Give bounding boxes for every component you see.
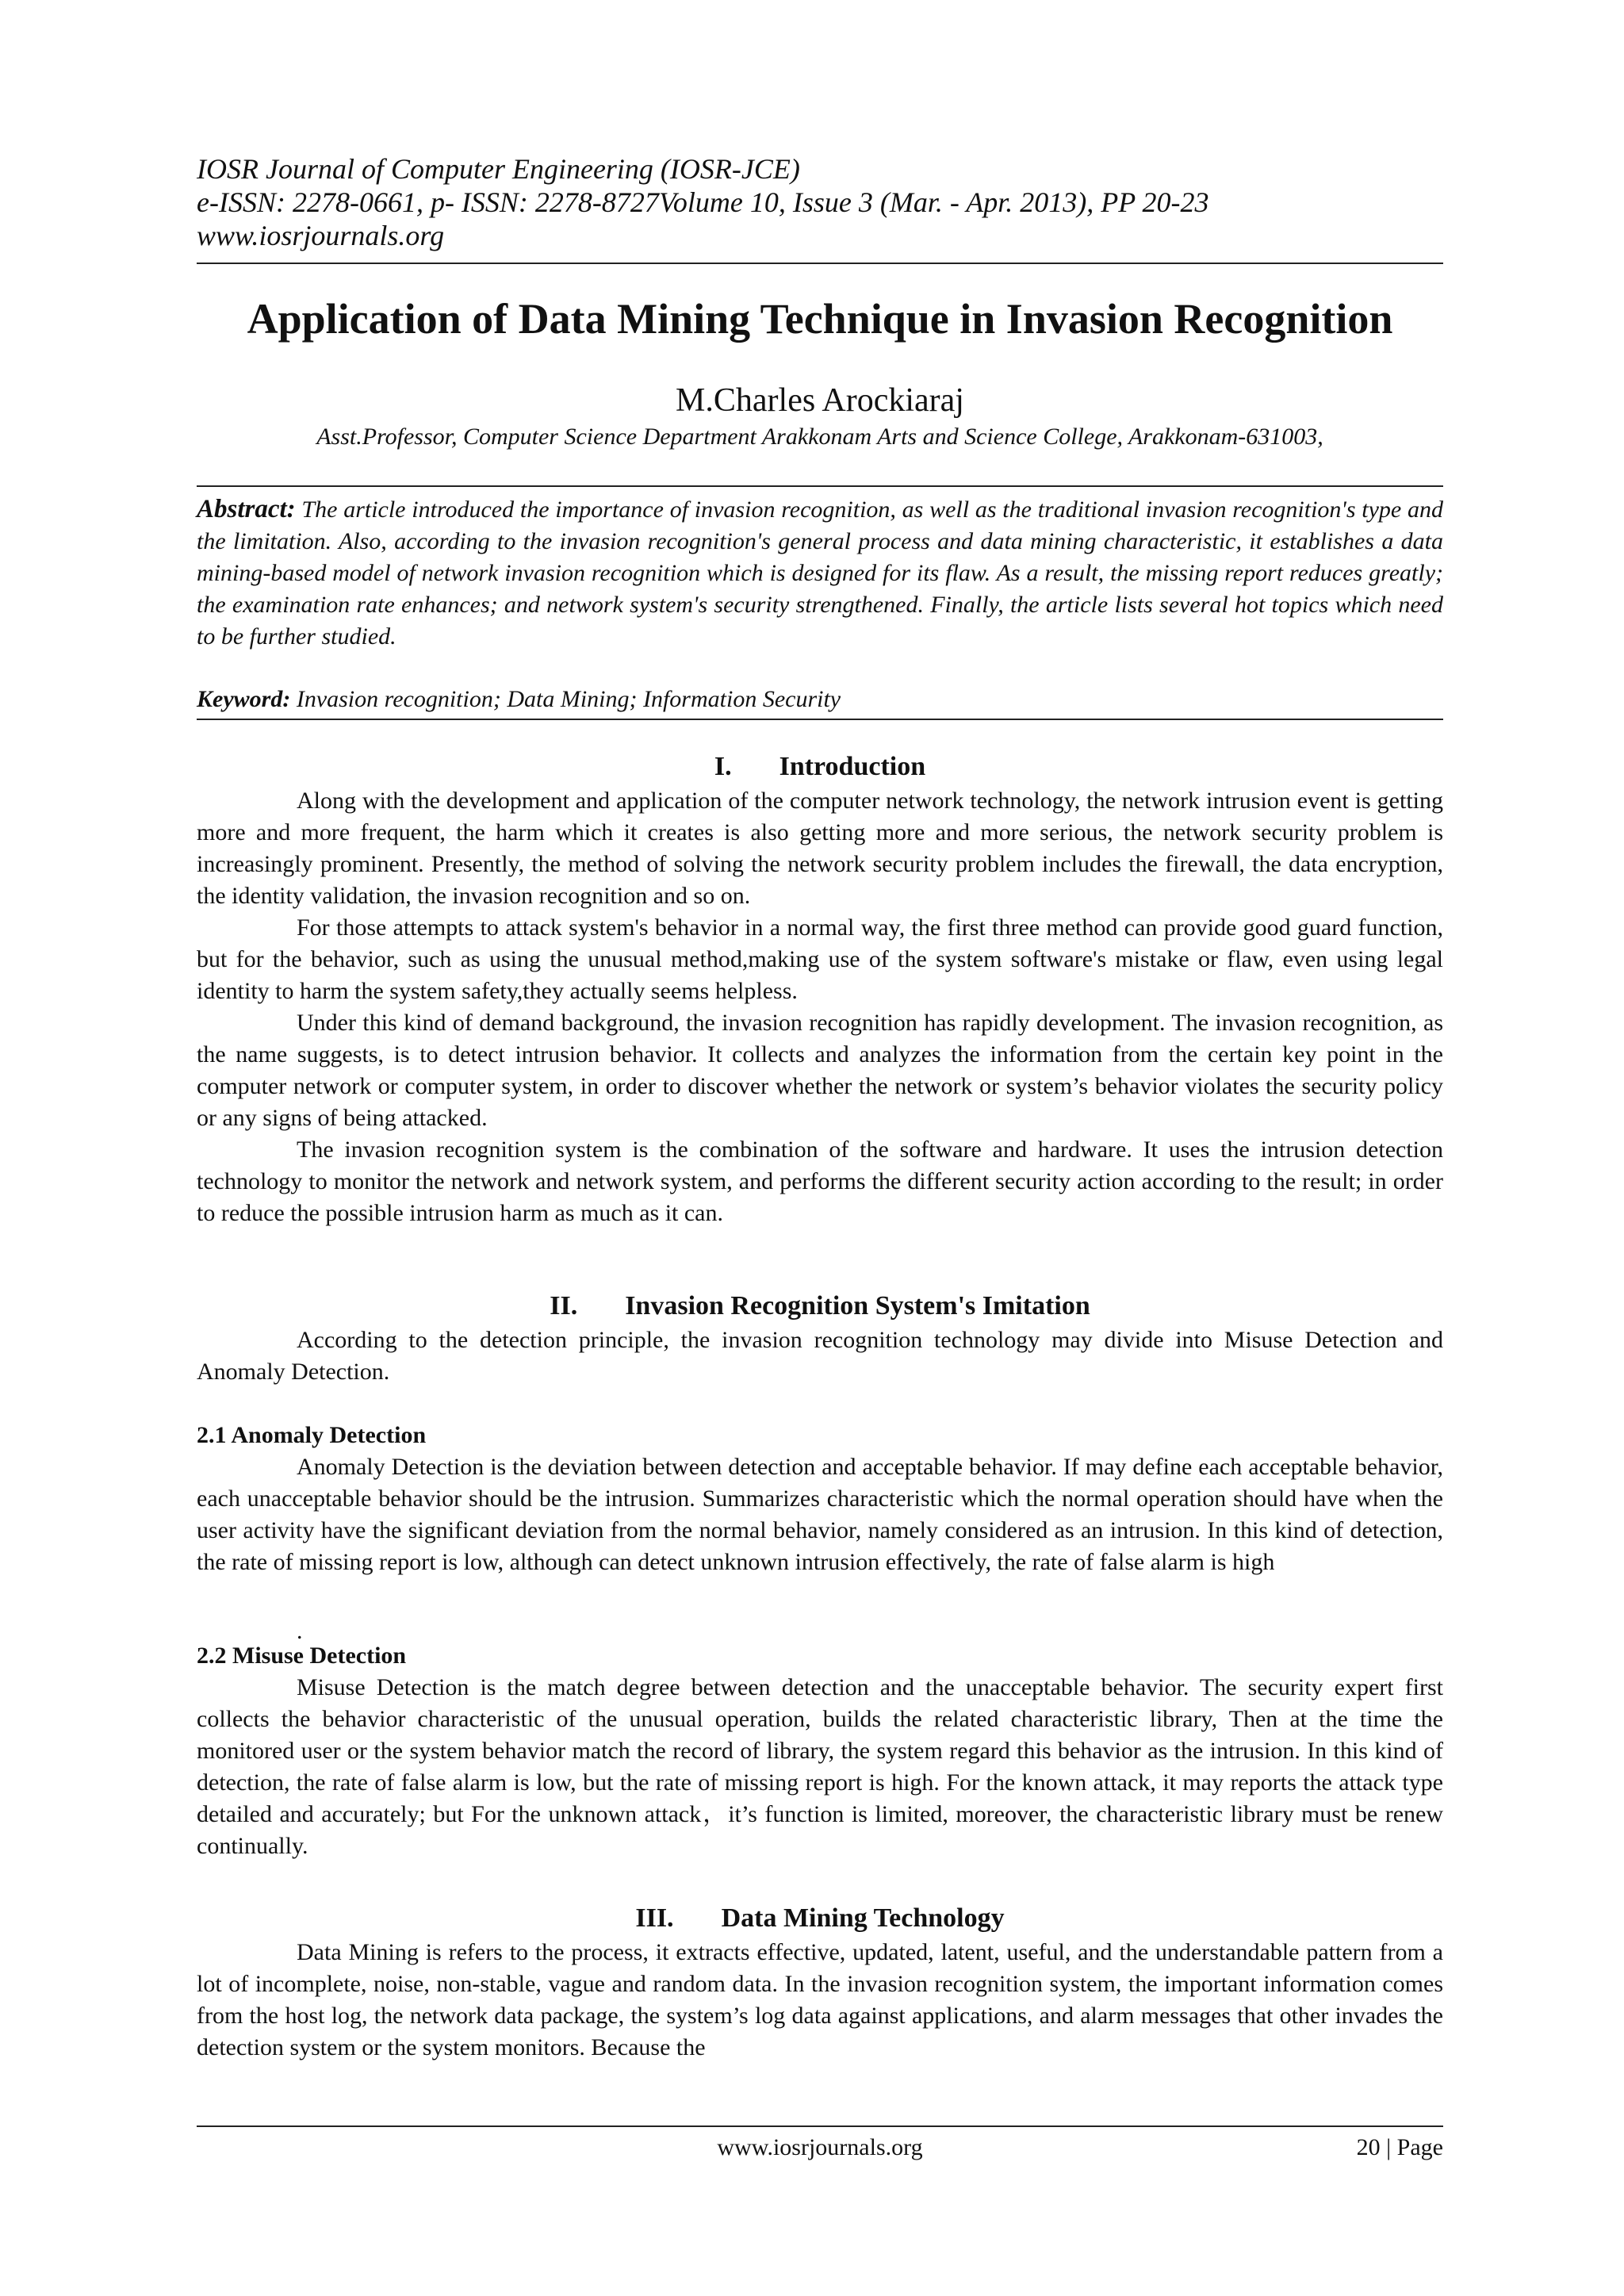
section-heading-data-mining (197, 1902, 1443, 1935)
keyword-label: Keyword: (197, 686, 291, 712)
introduction-body (197, 785, 1443, 1229)
section-number: I. (714, 752, 732, 781)
anomaly-detection-body (197, 1451, 1443, 1578)
paragraph: For those attempts to attack system's behavior in a normal way, the first three method can provide good guard function, but for the behavior, such as using the unusual method,making use of the system software's mistake or flaw, even using legal identity to harm the system safety,they actually seems helpless. (197, 914, 1443, 1004)
author-affiliation: Asst.Professor, Computer Science Department Arakkonam Arts and Science College, Arakkonam-631003, (316, 424, 1323, 450)
stray-period: . (297, 1618, 303, 1644)
abstract (197, 493, 1443, 653)
paragraph: According to the detection principle, the invasion recognition technology may divide into Misuse Detection and Anomaly Detection. (197, 1327, 1443, 1385)
journal-website: www.iosrjournals.org (197, 220, 445, 251)
section-heading-imitation (197, 1290, 1443, 1323)
page-number: 20 | Page (1356, 2134, 1443, 2160)
imitation-body (197, 1324, 1443, 1388)
journal-issn: e-ISSN: 2278-0661, p- ISSN: 2278-8727Volume 10, Issue 3 (Mar. - Apr. 2013), PP 20-23 (197, 186, 1209, 218)
author-name: M.Charles Arockiaraj (676, 382, 964, 419)
section-title: Introduction (779, 752, 926, 781)
paragraph: Misuse Detection is the match degree between detection and the unacceptable behavior. The security expert first collects the behavior characteristic of the unusual operation, builds the related characteristic library, Then at the time the monitored user or the system behavior match the record of library, the system regard this behavior as the intrusion. In this kind of detection, the rate of false alarm is low, but the rate of missing report is high. For the known attack, it may reports the attack type detailed and accurately; but For the unknown attack，it’s function is limited, moreover, the characteristic library must be renew continually. (197, 1674, 1443, 1859)
abstract-bottom-rule (197, 719, 1443, 720)
page-footer (197, 2132, 1443, 2164)
data-mining-body (197, 1937, 1443, 2064)
abstract-label: Abstract: (197, 495, 296, 523)
paragraph: Along with the development and application of the computer network technology, the network intrusion event is getting more and more frequent, the harm which it creates is also getting more and more serious, the network security problem is increasingly prominent. Presently, the method of solving the network security problem includes the firewall, the data encryption, the identity validation, the invasion recognition and so on. (197, 788, 1443, 909)
journal-name: IOSR Journal of Computer Engineering (IOSR-JCE) (197, 153, 800, 185)
paper-title: Application of Data Mining Technique in Invasion Recognition (247, 295, 1393, 343)
subsection-heading-anomaly-detection: 2.1 Anomaly Detection (197, 1422, 427, 1448)
journal-header (197, 152, 1443, 252)
section-title: Invasion Recognition System's Imitation (625, 1291, 1090, 1320)
header-rule (197, 263, 1443, 264)
section-number: II. (550, 1291, 578, 1320)
section-number: III. (635, 1903, 674, 1933)
footer-rule (197, 2125, 1443, 2127)
paragraph: Under this kind of demand background, the invasion recognition has rapidly development. The invasion recognition, as the name suggests, is to detect intrusion behavior. It collects and analyzes the information from the certain key point in the computer network or computer system, in order to discover whether the network or system’s behavior violates the security policy or any signs of being attacked. (197, 1010, 1443, 1131)
keyword-text: Invasion recognition; Data Mining; Information Security (290, 686, 841, 712)
subsection-heading-misuse-detection: 2.2 Misuse Detection (197, 1642, 407, 1669)
abstract-text: The article introduced the importance of invasion recognition, as well as the traditional invasion recognition's type and the limitation. Also, according to the invasion recognition's general process and data mining characteristic, it establishes a data mining-based model of network invasion recognition which is designed for its flaw. As a result, the missing report reduces greatly; the examination rate enhances; and network system's security strengthened. Finally, the article lists several hot topics which need to be further studied. (197, 496, 1443, 650)
footer-website: www.iosrjournals.org (717, 2134, 923, 2160)
paragraph: Anomaly Detection is the deviation between detection and acceptable behavior. If may define each acceptable behavior, each unacceptable behavior should be the intrusion. Summarizes characteristic which the normal operation should have when the user activity have the significant deviation from the normal behavior, namely considered as an intrusion. In this kind of detection, the rate of missing report is low, although can detect unknown intrusion effectively, the rate of false alarm is high (197, 1454, 1443, 1575)
misuse-detection-body (197, 1672, 1443, 1862)
paragraph: The invasion recognition system is the combination of the software and hardware. It uses the intrusion detection technology to monitor the network and network system, and performs the different security action according to the result; in order to reduce the possible intrusion harm as much as it can. (197, 1137, 1443, 1226)
paragraph: Data Mining is refers to the process, it extracts effective, updated, latent, useful, and the understandable pattern from a lot of incomplete, noise, non-stable, vague and random data. In the invasion recognition system, the important information comes from the host log, the network data package, the system’s log data against applications, and alarm messages that other invades the detection system or the system monitors. Because the (197, 1939, 1443, 2060)
keywords (197, 684, 1443, 715)
section-title: Data Mining Technology (721, 1903, 1005, 1933)
abstract-top-rule (197, 485, 1443, 487)
section-heading-introduction (197, 750, 1443, 784)
